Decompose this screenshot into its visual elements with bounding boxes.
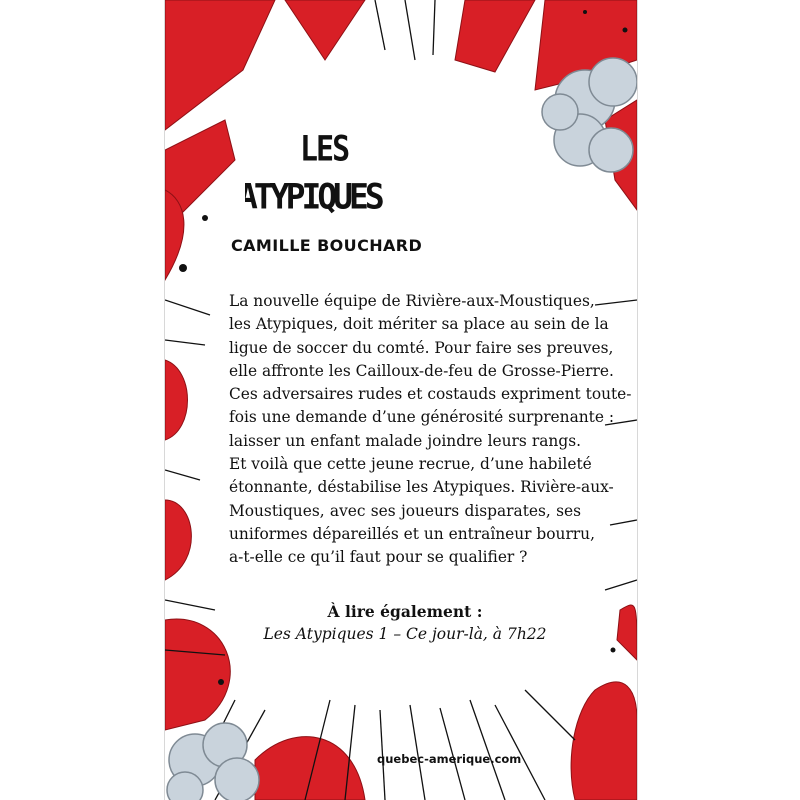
logo-word-atypiques: ATYPIQUES	[245, 176, 381, 217]
red-burst-shape	[617, 605, 637, 660]
blurb-line: Ces adversaires rudes et costauds expriment toute-	[229, 385, 632, 404]
red-burst-shape	[165, 0, 275, 130]
blurb-line: elle affronte les Cailloux-de-feu de Grosse-Pierre.	[229, 361, 614, 380]
blurb-line: fois une demande d’une générosité surprenante :	[229, 408, 615, 427]
red-burst-shape	[165, 500, 191, 580]
blurb-line: Et voilà que cette jeune recrue, d’une habileté	[229, 455, 592, 474]
red-burst-shape	[571, 682, 637, 800]
also-read-title: Les Atypiques 1 – Ce jour-là, à 7h22	[263, 625, 547, 643]
blurb-line: Moustiques, avec ses joueurs disparates, ses	[229, 501, 581, 520]
author-name: CAMILLE BOUCHARD	[231, 236, 423, 255]
blurb-line: a-t-elle ce qu’il faut pour se qualifier ?	[229, 548, 528, 567]
also-read-heading: À lire également :	[327, 602, 483, 621]
book-back-cover	[164, 0, 638, 800]
series-logo-art	[245, 112, 395, 222]
blurb-line: ligue de soccer du comté. Pour faire ses preuves,	[229, 338, 614, 357]
red-burst-shape	[285, 0, 365, 60]
blurb-line: La nouvelle équipe de Rivière-aux-Moustiques,	[229, 292, 595, 310]
blurb-line: les Atypiques, doit mériter sa place au sein de la	[229, 315, 609, 334]
blurb-line: étonnante, déstabilise les Atypiques. Rivière-aux-	[229, 478, 614, 497]
blurb-text	[229, 290, 632, 570]
red-burst-shape	[165, 360, 188, 440]
publisher-website: quebec-amerique.com	[377, 752, 522, 766]
series-logo	[245, 112, 395, 227]
logo-word-les: LES	[300, 128, 349, 169]
red-burst-shape	[455, 0, 535, 72]
also-read-section	[205, 600, 605, 646]
blurb-line: uniformes dépareillés et un entraîneur bourru,	[229, 524, 595, 543]
blurb-line: laisser un enfant malade joindre leurs rangs.	[229, 431, 581, 450]
smoke-cloud	[167, 723, 259, 800]
